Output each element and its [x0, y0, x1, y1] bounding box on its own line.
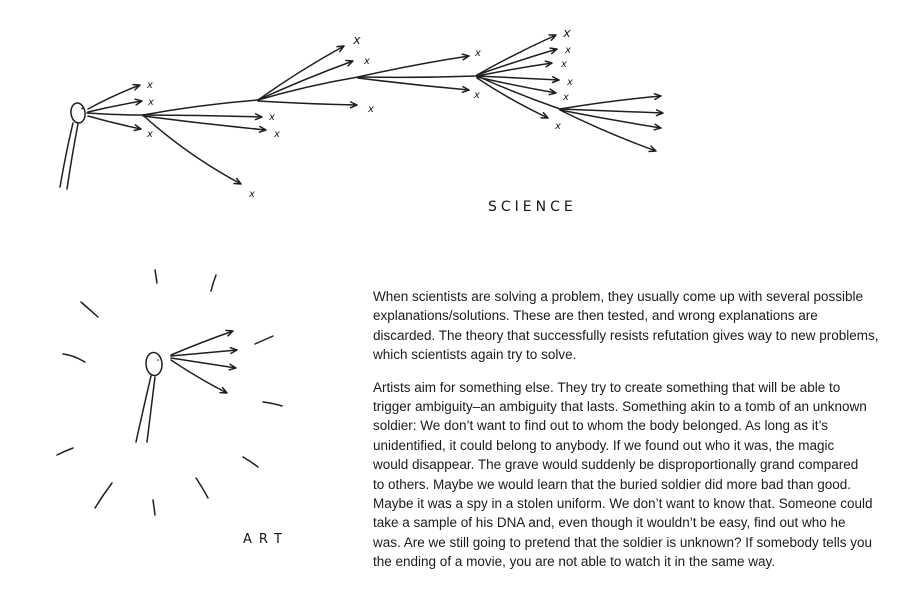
branch-trunk-line: [358, 76, 477, 77]
x-marker: x: [368, 104, 374, 115]
x-marker: x: [274, 129, 280, 140]
text-line: explanations/solutions. These are then tested, and wrong explanations are: [373, 308, 818, 324]
hypothesis-arrow: [143, 116, 266, 132]
text-line: Artists aim for something else. They try to create something that will be able to: [373, 379, 841, 395]
burst-dash: [81, 302, 98, 317]
burst-dash: [57, 448, 73, 455]
branch-trunk-line: [258, 77, 358, 100]
x-marker: x: [147, 80, 153, 91]
x-marker: x: [269, 112, 275, 123]
burst-dash: [196, 478, 208, 498]
art-label: ART: [243, 532, 289, 547]
burst-dash: [263, 402, 282, 406]
hypothesis-arrow: [258, 101, 357, 108]
text-line: would disappear. The grave would suddenly be disproportionally grand compared: [373, 457, 859, 473]
text-line: was. Are we still going to pretend that the soldier is unknown? If somebody tells you: [373, 534, 873, 550]
art-paragraph: [373, 378, 897, 572]
science-label: SCIENCE: [488, 199, 577, 215]
text-line: When scientists are solving a problem, they usually come up with several possible: [373, 289, 863, 304]
art-arrows: [171, 330, 237, 393]
x-marker: x: [563, 25, 571, 40]
text-line: discarded. The theory that successfully resists refutation gives way to new problems,: [373, 327, 879, 343]
hypothesis-arrow: [560, 94, 661, 109]
x-marker: x: [353, 32, 361, 47]
text-line: take a sample of his DNA and, even though it wouldn’t be easy, find out who he: [373, 515, 846, 531]
art-arrow: [171, 358, 236, 370]
burst-dash: [95, 483, 112, 508]
hypothesis-arrow: [88, 99, 142, 112]
scientist-head: [70, 102, 87, 124]
branch-trunk-line: [477, 76, 560, 109]
x-marker: x: [563, 92, 569, 103]
essay-text: [373, 287, 897, 585]
hypothesis-arrow: [358, 78, 469, 92]
hypothesis-arrow: [358, 54, 469, 77]
burst-dash: [243, 457, 258, 467]
scientist-eye-dot: [81, 108, 83, 110]
burst-dash: [153, 500, 155, 515]
x-marker: x: [148, 97, 154, 108]
science-branches: [87, 35, 663, 184]
art-diagram: [57, 270, 289, 547]
hypothesis-arrow: [88, 85, 140, 109]
branch-trunk-line: [87, 113, 143, 115]
x-marker: x: [147, 129, 153, 140]
x-marker: x: [567, 77, 573, 88]
text-line: the ending of a movie, you are not able to watch it in the same way.: [373, 554, 775, 570]
art-burst-dashes: [57, 270, 282, 515]
hypothesis-arrow: [258, 46, 344, 100]
branch-trunk-line: [143, 100, 258, 115]
artist-head: [145, 352, 163, 376]
burst-dash: [155, 270, 157, 283]
artist-eye-dot: [157, 359, 159, 361]
text-line: to others. Maybe we would learn that the buried soldier did more bad than good.: [373, 476, 852, 492]
scientist-body-line: [67, 124, 78, 189]
hypothesis-arrow: [145, 117, 241, 184]
x-marker: x: [561, 59, 567, 70]
text-line: trigger ambiguity–an ambiguity that lasts. Something akin to a tomb of an unknown: [373, 399, 867, 415]
x-marker: x: [364, 56, 370, 67]
hypothesis-arrow: [560, 110, 656, 152]
x-marker: x: [475, 48, 481, 59]
science-paragraph: [373, 287, 897, 365]
text-line: which scientists again try to solve.: [373, 347, 577, 363]
science-diagram: [60, 25, 663, 215]
art-arrow: [171, 348, 237, 356]
x-marker: x: [565, 45, 571, 56]
science-x-markers: [146, 25, 573, 200]
text-line: Maybe it was a spy in a stolen uniform. We don’t want to know that. Someone could: [373, 496, 873, 512]
x-marker: x: [474, 90, 480, 101]
hypothesis-arrow: [88, 116, 141, 131]
text-line: unidentified, it could belong to anybody. If we found out who it was, the magic: [373, 437, 835, 453]
x-marker: x: [249, 189, 255, 200]
scientist-body-line: [60, 123, 73, 187]
burst-dash: [211, 275, 216, 291]
burst-dash: [63, 354, 85, 362]
burst-dash: [255, 336, 273, 344]
x-marker: x: [555, 121, 561, 132]
text-line: soldier: We don’t want to find out to whom the body belonged. As long as it’s: [373, 418, 829, 434]
